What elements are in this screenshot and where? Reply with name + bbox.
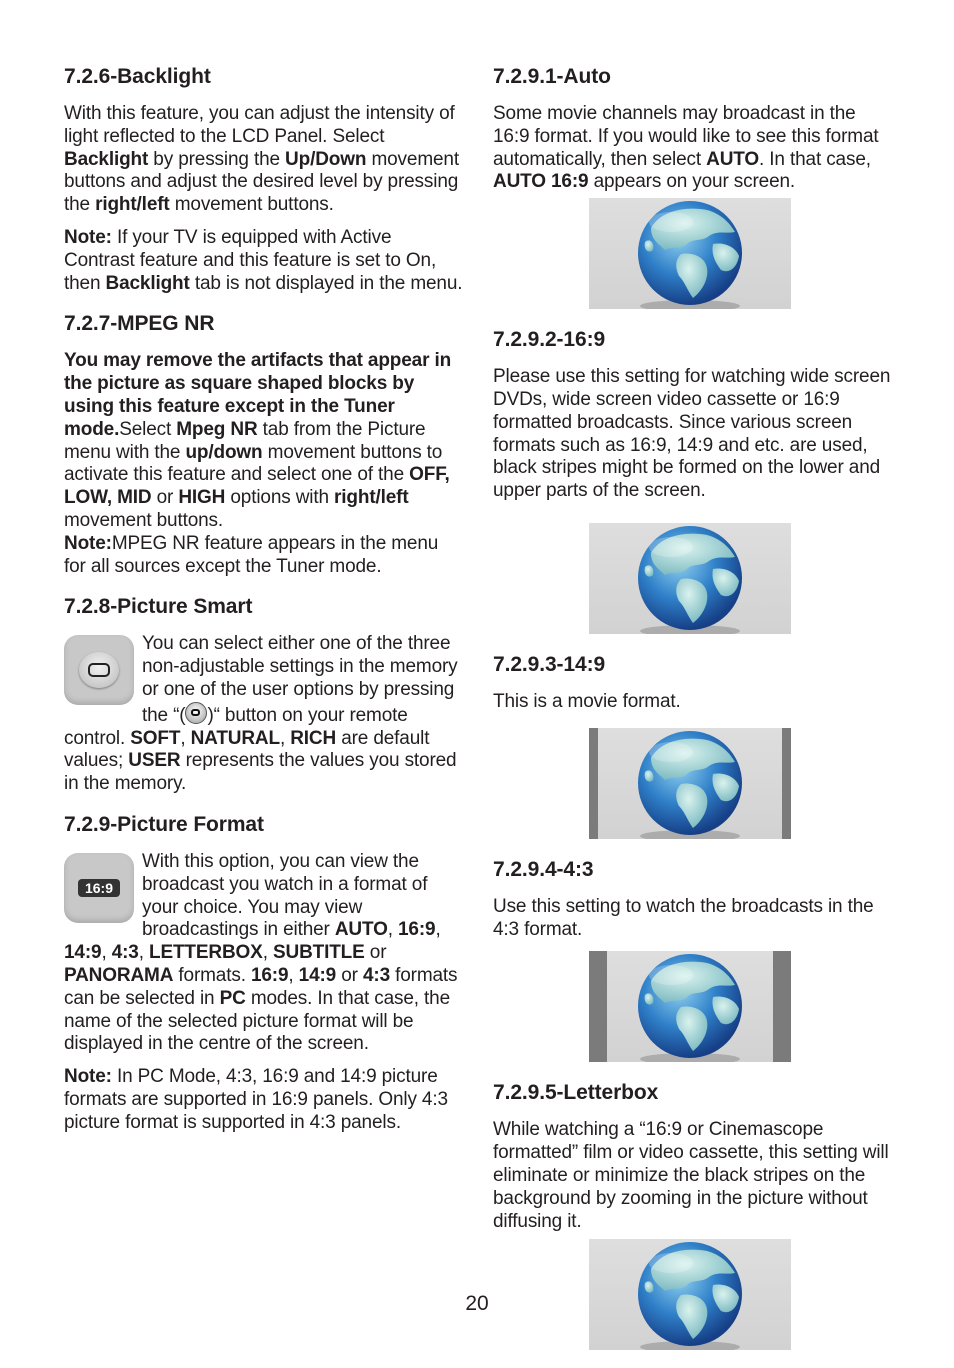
page-number: 20 [465, 1292, 489, 1315]
backlight-description: With this feature, you can adjust the intensity of light reflected to the LCD Panel. Select Backlight by pressing the Up/Down movement buttons and adjust the desired level by pressing the right/left movement buttons. [64, 103, 459, 216]
fourteen-description: This is a movie format. [493, 690, 681, 712]
heading-letterbox: 7.2.9.5-Letterbox [493, 1081, 659, 1105]
globe-icon [589, 523, 791, 634]
picture-smart-description: You can select either one of the three non-adjustable settings in the memory or one of the user options by pressing the “( )“ button on your remote control. SOFT, NATURAL, RICH are default values; USER represents the values you stored in the memory. [64, 633, 458, 795]
picture-format-button-icon [64, 853, 134, 923]
right-column [493, 64, 893, 1368]
globe-icon [589, 198, 791, 309]
format-icon-label: 16:9 [78, 879, 120, 897]
picture-format-note: Note: In PC Mode, 4:3, 16:9 and 14:9 picture formats are supported in 16:9 panels. Only 4:3 picture format is supported in 4:3 panels. [64, 1066, 448, 1133]
globe-icon [589, 951, 791, 1062]
globe-icon [589, 728, 791, 839]
globe-image-14-9 [589, 728, 791, 839]
heading-backlight: 7.2.6-Backlight [64, 65, 211, 88]
heading-picture-smart: 7.2.8-Picture Smart [64, 595, 253, 619]
auto-description: Some movie channels may broadcast in the 16:9 format. If you would like to see this format automatically, then select AUTO. In that case, AUTO 16:9 appears on your screen. [493, 103, 879, 193]
left-column [64, 64, 464, 1144]
heading-mpeg-nr: 7.2.7-MPEG NR [64, 312, 215, 336]
wide-description: Please use this setting for watching wide screen DVDs, wide screen video cassette or 16:9 formatted broadcasts. Since various screen formats such as 16:9, 14:9 and etc. are used, black stripes might be formed on the lower and upper parts of the screen. [493, 366, 891, 502]
picture-smart-inline-icon [185, 702, 207, 724]
picture-smart-button-icon [64, 635, 134, 705]
backlight-note: Note: If your TV is equipped with Active Contrast feature and this feature is set to On, then Backlight tab is not displayed in the menu. [64, 226, 463, 294]
heading-auto: 7.2.9.1-Auto [493, 65, 611, 88]
heading-16-9: 7.2.9.2-16:9 [493, 328, 606, 352]
globe-image-auto [589, 198, 791, 309]
heading-picture-format: 7.2.9-Picture Format [64, 812, 264, 836]
four-description: Use this setting to watch the broadcasts in the 4:3 format. [493, 895, 874, 940]
picture-format-description: With this option, you can view the broadcast you watch in a format of your choice. You may view broadcastings in either AUTO, 16:9, 14:9, 4:3, LETTERBOX, SUBTITLE or PANORAMA formats. 16:9, 14:9 or 4:3 formats can be selected in PC modes. In that case, the name of the selected picture format will be displayed in the centre of the screen. [64, 850, 458, 1055]
heading-14-9: 7.2.9.3-14:9 [493, 652, 606, 676]
mpeg-description: You may remove the artifacts that appear in the picture as square shaped blocks by using this feature except in the Tuner mode.Select Mpeg NR tab from the Picture menu with the up/down movement buttons to activate this feature and select one of the OFF, LOW, MID or HIGH options with right/left movement buttons. [64, 350, 452, 531]
letterbox-description: While watching a “16:9 or Cinemascope formatted” film or video cassette, this setting will eliminate or minimize the black stripes on the background by zooming in the picture without diffusing it. [493, 1119, 889, 1232]
globe-image-4-3 [589, 951, 791, 1062]
mpeg-note: Note:MPEG NR feature appears in the menu for all sources except the Tuner mode. [64, 532, 439, 577]
globe-image-16-9 [589, 523, 791, 634]
heading-4-3: 7.2.9.4-4:3 [493, 857, 594, 881]
